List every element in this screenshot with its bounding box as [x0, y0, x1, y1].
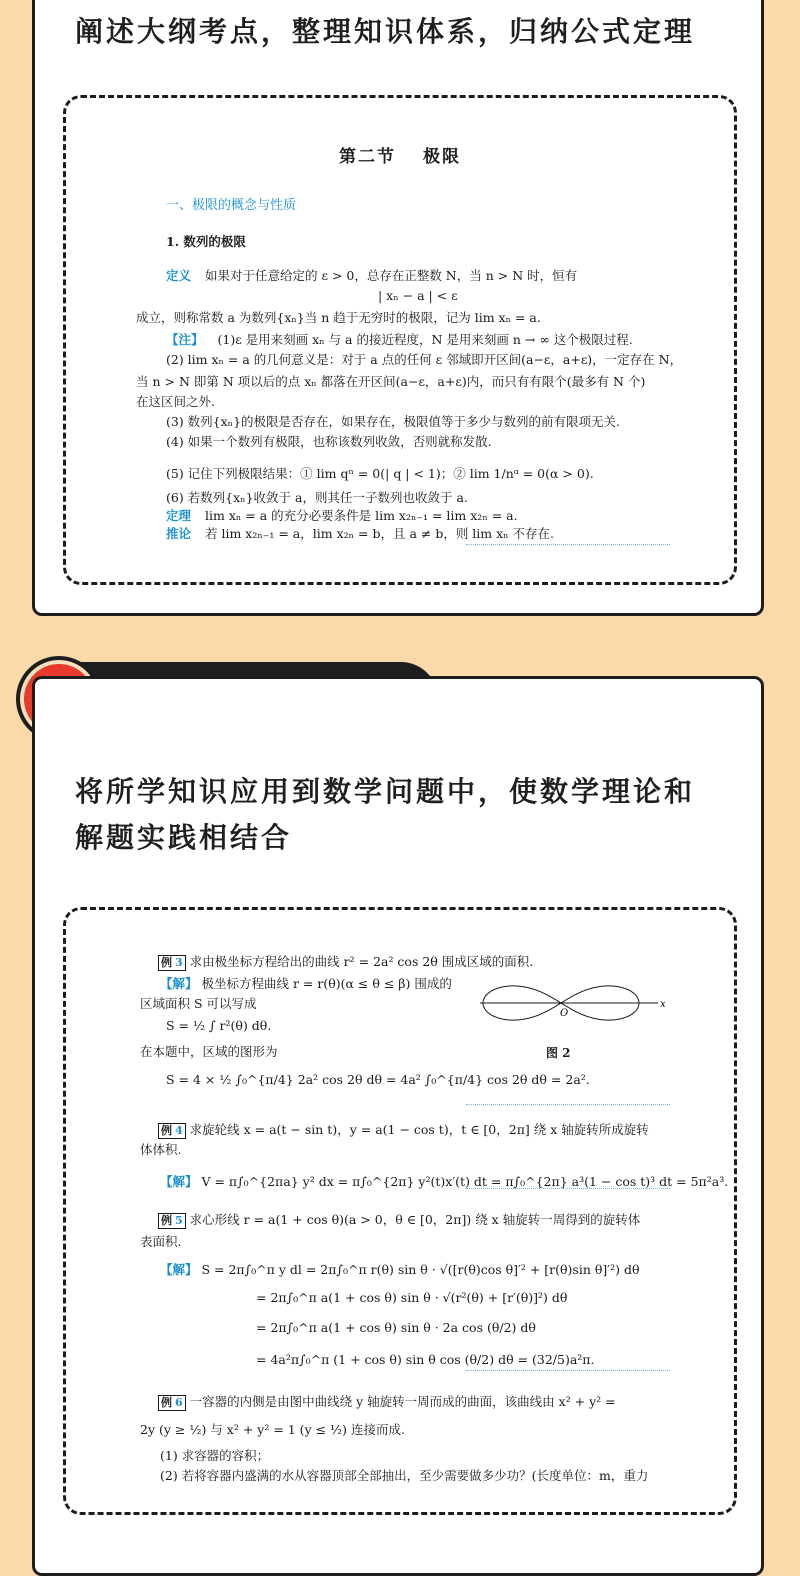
- example-line: [158, 1394, 616, 1411]
- book-line-text: | xₙ − a | < ε: [378, 288, 458, 303]
- example-tag: [158, 1213, 186, 1229]
- solution-text: S = 2π∫₀^π y dl = 2π∫₀^π r(θ) sin θ · √([r(θ)cos θ]′² + [r(θ)sin θ]′²) dθ: [197, 1262, 640, 1277]
- book-line: [378, 288, 458, 304]
- examples-card: [32, 676, 764, 1576]
- example-line-text: 区域面积 S 可以写成: [140, 996, 257, 1011]
- example-tag: [158, 1123, 186, 1139]
- x-axis-label: x: [660, 999, 666, 1010]
- book-line-text: (3) 数列{xₙ}的极限是否存在，如果存在，极限值等于多少与数列的前有限项无关.: [166, 414, 621, 429]
- example-line: [140, 1142, 181, 1158]
- book-line-text: (5) 记住下列极限结果：① lim qⁿ = 0(| q | < 1)；② lim 1/nᵅ = 0(α > 0).: [166, 466, 594, 481]
- solution-tag: 【解】: [160, 976, 198, 991]
- book-line: [166, 526, 554, 542]
- example-line: [158, 1212, 640, 1229]
- example-number: 5: [175, 1214, 183, 1227]
- example-line: [256, 1320, 536, 1336]
- example-line-text: 2y (y ≥ ½) 与 x² + y² = 1 (y ≤ ½) 连接而成.: [140, 1422, 405, 1437]
- book-line-tag: 定义: [166, 268, 192, 283]
- example-line-text: 一容器的内侧是由图中曲线绕 y 轴旋转一周而成的曲面，该曲线由 x² + y² =: [189, 1394, 616, 1409]
- example-line-text: (2) 若将容器内盛满的水从容器顶部全部抽出，至少需要做多少功？(长度单位：m，重力: [160, 1468, 649, 1483]
- origin-label: O: [560, 1008, 569, 1019]
- example-tag: [158, 1395, 186, 1411]
- example-line-text: S = 4 × ½ ∫₀^{π/4} 2a² cos 2θ dθ = 4a² ∫₀^{π/4} cos 2θ dθ = 2a².: [166, 1072, 590, 1087]
- example-line-text: 在本题中，区域的图形为: [140, 1044, 278, 1059]
- divider: [466, 544, 670, 545]
- book-line-tag: 推论: [166, 526, 192, 541]
- book-line-text: (6) 若数列{xₙ}收敛于 a，则其任一子数列也收敛于 a.: [166, 490, 468, 505]
- example-line-text: = 4a²π∫₀^π (1 + cos θ) sin θ cos (θ/2) dθ = (32/5)a²π.: [256, 1352, 595, 1367]
- example-line: [140, 996, 257, 1012]
- book-line-text: (4) 如果一个数列有极限，也称该数列收敛，否则就称发散.: [166, 434, 492, 449]
- example-line: [158, 1122, 649, 1139]
- book-line-text: 当 n > N 即第 N 项以后的点 xₙ 都落在开区间(a−ε，a+ε)内，而只有有限个(最多有 N 个): [136, 374, 646, 389]
- book-line-text: 成立，则称常数 a 为数列{xₙ}当 n 趋于无穷时的极限，记为 lim xₙ = a.: [136, 310, 541, 325]
- example-number: 6: [175, 1396, 183, 1409]
- example-line-text: [160, 1262, 640, 1277]
- example-line: [256, 1352, 595, 1368]
- example-tag: [158, 955, 186, 971]
- example-label: 例: [161, 1396, 172, 1409]
- section2-headline-line1: 将所学知识应用到数学问题中，使数学理论和: [75, 775, 696, 808]
- example-line-text: S = ½ ∫ r²(θ) dθ.: [166, 1018, 272, 1033]
- example-line-text: (1) 求容器的容积；: [160, 1448, 270, 1463]
- divider: [466, 1370, 670, 1371]
- book-line: [166, 434, 492, 450]
- example-line-text: 表面积.: [140, 1234, 182, 1249]
- solution-text: V = π∫₀^{2πa} y² dx = π∫₀^{2π} y²(t)x′(t) dt = π∫₀^{2π} a³(1 − cos t)³ dt = 5π²a³.: [197, 1174, 729, 1189]
- example-label: 例: [161, 956, 172, 969]
- book-line: [166, 466, 594, 482]
- example-label: 例: [161, 1124, 172, 1137]
- example-line-text: 求旋轮线 x = a(t − sin t)，y = a(1 − cos t)，t ∈ [0，2π] 绕 x 轴旋转所成旋转: [189, 1122, 649, 1137]
- example-line-text: [160, 976, 452, 991]
- example-line: [166, 1072, 590, 1088]
- example-line: [140, 1422, 405, 1438]
- book-subsection: 一、极限的概念与性质: [166, 198, 297, 213]
- book-line: [166, 352, 682, 368]
- divider: [466, 1104, 670, 1105]
- example-label: 例: [161, 1214, 172, 1227]
- section2-headline-line2: 解题实践相结合: [75, 821, 293, 854]
- book-line-text: 若 lim x₂ₙ₋₁ = a，lim x₂ₙ = b，且 a ≠ b，则 lim xₙ 不存在.: [205, 526, 555, 541]
- example-number: 4: [175, 1124, 183, 1137]
- example-line: [160, 1448, 269, 1464]
- section1-headline: 阐述大纲考点，整理知识体系，归纳公式定理: [75, 15, 696, 48]
- example-line-text: 体体积.: [140, 1142, 182, 1157]
- book-line: [166, 414, 620, 430]
- book-line: [136, 394, 215, 410]
- book-line-text: (2) lim xₙ = a 的几何意义是：对于 a 点的任何 ε 邻域即开区间(a−ε，a+ε)，一定存在 N，: [166, 352, 683, 367]
- example-line: [160, 1468, 648, 1484]
- lemniscate-figure: [476, 948, 666, 1038]
- example-line-text: 求心形线 r = a(1 + cos θ)(a > 0，θ ∈ [0，2π]) 绕 x 轴旋转一周得到的旋转体: [189, 1212, 641, 1227]
- examples-page-excerpt: [63, 907, 737, 1515]
- book-line: [136, 374, 645, 390]
- knowledge-card: [32, 0, 764, 616]
- book-section-title: 第二节 极限: [339, 147, 461, 167]
- book-line-tag: 【注】: [166, 332, 204, 347]
- divider: [466, 1188, 670, 1189]
- example-number: 3: [175, 956, 183, 969]
- book-line: [166, 268, 577, 284]
- example-line-text: 求由极坐标方程给出的曲线 r² = 2a² cos 2θ 围成区域的面积.: [189, 954, 534, 969]
- example-line: [140, 1234, 181, 1250]
- book-line-text: lim xₙ = a 的充分必要条件是 lim x₂ₙ₋₁ = lim x₂ₙ = a.: [205, 508, 518, 523]
- solution-tag: 【解】: [160, 1174, 198, 1189]
- example-line: [140, 1044, 278, 1060]
- solution-tag: 【解】: [160, 1262, 198, 1277]
- book-line: [166, 332, 633, 348]
- example-line: [256, 1290, 567, 1306]
- book-line: [166, 508, 518, 524]
- book-line: [136, 310, 541, 326]
- example-line-text: = 2π∫₀^π a(1 + cos θ) sin θ · 2a cos (θ/2) dθ: [256, 1320, 536, 1335]
- solution-text: 极坐标方程曲线 r = r(θ)(α ≤ θ ≤ β) 围成的: [197, 976, 452, 991]
- example-line-text: = 2π∫₀^π a(1 + cos θ) sin θ · √(r²(θ) + [r′(θ)]²) dθ: [256, 1290, 568, 1305]
- example-line: [166, 1018, 271, 1034]
- book-line: [166, 490, 468, 506]
- book-line-text: 如果对于任意给定的 ε > 0，总存在正整数 N，当 n > N 时，恒有: [205, 268, 578, 283]
- book-line-tag: 定理: [166, 508, 192, 523]
- example-line-text: [160, 1174, 728, 1189]
- book-item-heading: 1. 数列的极限: [166, 234, 246, 249]
- example-line: [160, 1262, 640, 1278]
- book-page-excerpt: [63, 95, 737, 585]
- figure-caption: 图 2: [546, 1046, 571, 1060]
- book-line-text: 在这区间之外.: [136, 394, 215, 409]
- example-line: [160, 976, 452, 992]
- book-line-text: (1)ε 是用来刻画 xₙ 与 a 的接近程度，N 是用来刻画 n → ∞ 这个极限过程.: [217, 332, 633, 347]
